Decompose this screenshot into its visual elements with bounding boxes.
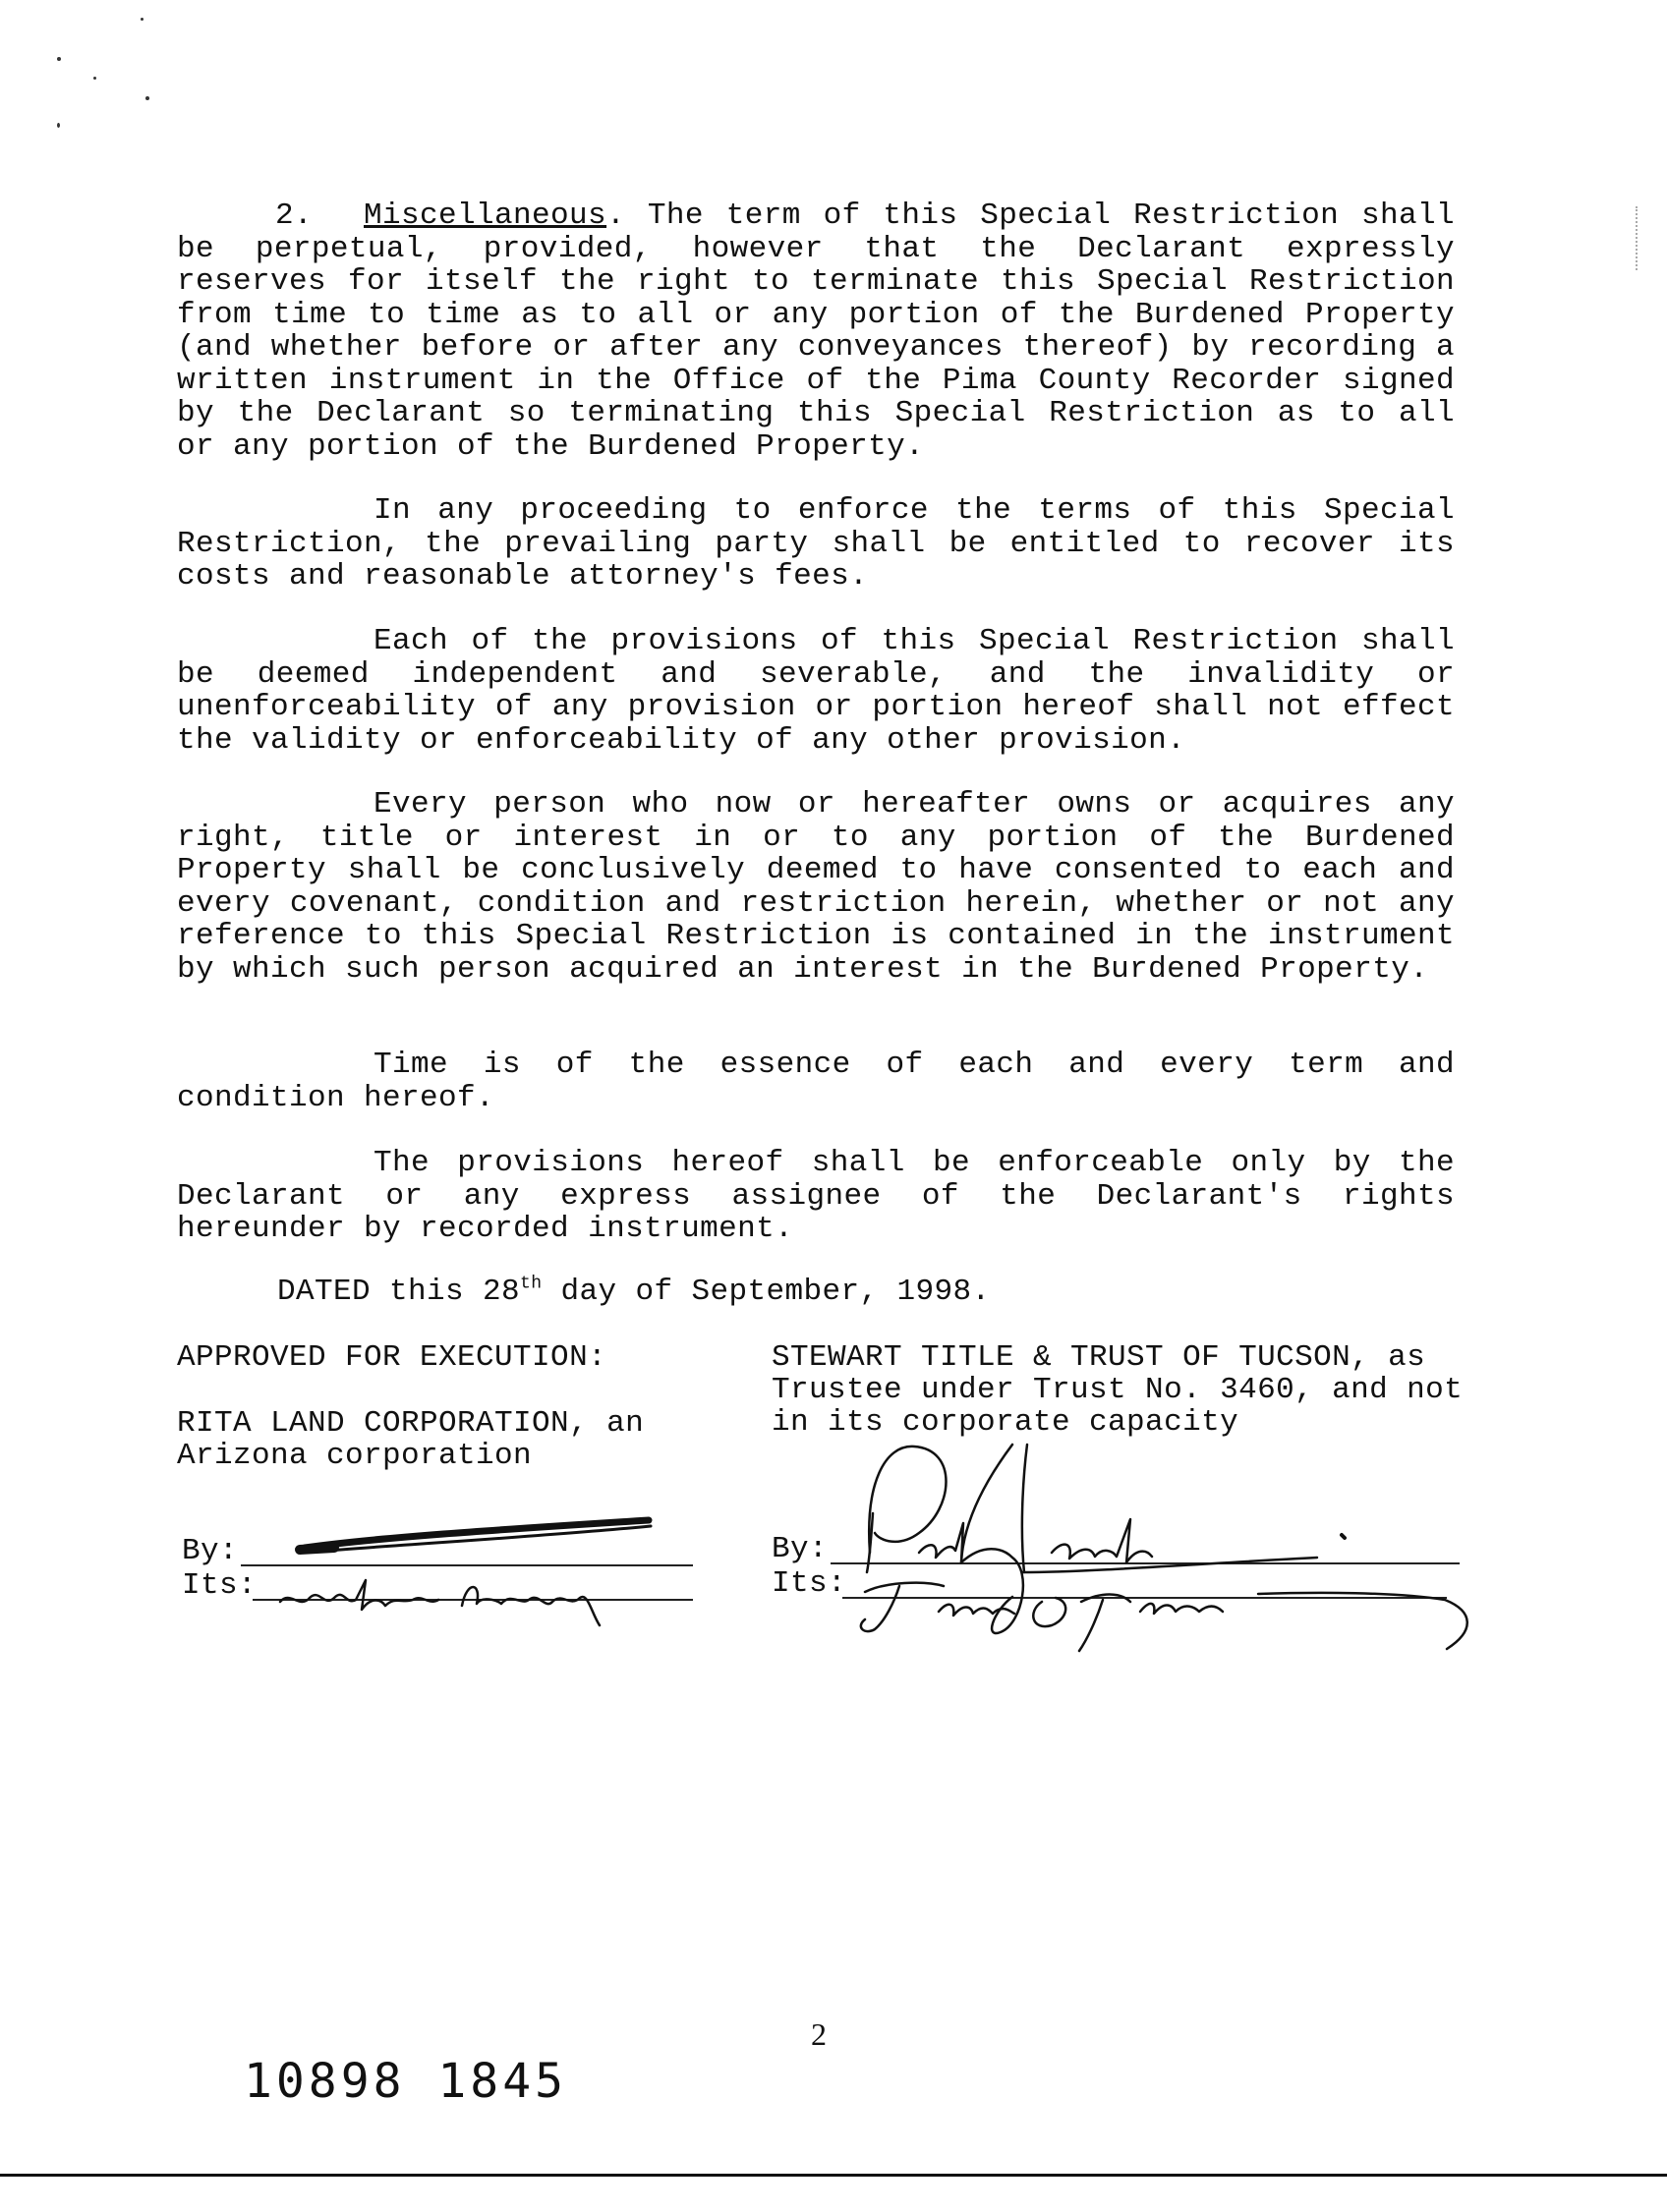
dated-prefix: DATED this 28 bbox=[277, 1275, 521, 1309]
right-party-name-line3: in its corporate capacity bbox=[772, 1405, 1239, 1440]
right-its-label: Its: bbox=[772, 1566, 847, 1601]
scan-speck bbox=[145, 96, 149, 100]
paragraph-text: Every person who now or hereafter owns or acquires any right, title or interest in or to any portion of the Burdened Property shall be conclusively deemed to have consented to each and every covenant, condition and restriction herein, whether or not any reference to this Special Restriction is contained in the instrument by which such person acquired an interest in the Burdened Property. bbox=[177, 787, 1455, 987]
paragraph-consent bbox=[177, 788, 1455, 986]
right-party-name-line2: Trustee under Trust No. 3460, and not bbox=[772, 1373, 1464, 1407]
paragraph-text: In any proceeding to enforce the terms of this Special Restriction, the prevailing party shall be entitled to recover its costs and reasonable attorney's fees. bbox=[177, 493, 1455, 594]
scan-speck bbox=[57, 57, 61, 61]
scan-speck bbox=[141, 18, 144, 21]
paragraph-attorney-fees bbox=[177, 494, 1455, 594]
paragraph-text: Each of the provisions of this Special Restriction shall be deemed independent and severable, and the invalidity or unenforceability of any provision or portion hereof shall not effect the validity or enforceability of any other provision. bbox=[177, 624, 1455, 758]
approval-label: APPROVED FOR EXECUTION: bbox=[177, 1340, 607, 1375]
left-signature-title bbox=[275, 1570, 668, 1629]
section-heading: Miscellaneous bbox=[364, 199, 607, 233]
left-by-label: By: bbox=[182, 1534, 239, 1568]
paragraph-time-essence bbox=[177, 1049, 1455, 1114]
dated-line bbox=[277, 1276, 991, 1309]
right-signature-title bbox=[845, 1553, 1484, 1661]
left-party-name-line1: RITA LAND CORPORATION, an bbox=[177, 1406, 645, 1441]
scan-margin-mark bbox=[1636, 206, 1638, 270]
left-its-label: Its: bbox=[182, 1568, 258, 1603]
paragraph-text: Time is of the essence of each and every term and condition hereof. bbox=[177, 1048, 1455, 1115]
right-party-name-line1: STEWART TITLE & TRUST OF TUCSON, as bbox=[772, 1340, 1426, 1375]
scan-speck bbox=[93, 77, 96, 80]
left-party-name-line2: Arizona corporation bbox=[177, 1439, 533, 1473]
section-number: 2. bbox=[275, 199, 314, 233]
paragraph-enforceability bbox=[177, 1147, 1455, 1246]
right-by-label: By: bbox=[772, 1532, 829, 1566]
recording-number: 10898 1845 bbox=[244, 2054, 567, 2109]
scan-speck bbox=[57, 123, 60, 128]
paragraph-severability bbox=[177, 625, 1455, 757]
bottom-rule bbox=[0, 2174, 1667, 2177]
paragraph-text: The provisions hereof shall be enforceable only by the Declarant or any express assignee of the Declarant's rights hereunder by recorded instrument. bbox=[177, 1146, 1455, 1246]
page-number: 2 bbox=[811, 2016, 827, 2052]
dated-suffix: day of September, 1998. bbox=[542, 1275, 991, 1309]
dated-ordinal: th bbox=[520, 1274, 543, 1294]
section-text: . The term of this Special Restriction shall be perpetual, provided, however that the Declarant expressly reserves for itself the right to terminate this Special Restriction from time to time as to all or any portion of the Burdened Property (and whether before or after any conveyances thereof) by recording a written instrument in the Office of the Pima County Recorder signed by the Declarant so terminating this Special Restriction as to all or any portion of the Burdened Property. bbox=[177, 199, 1455, 464]
section-2-paragraph bbox=[177, 199, 1455, 463]
